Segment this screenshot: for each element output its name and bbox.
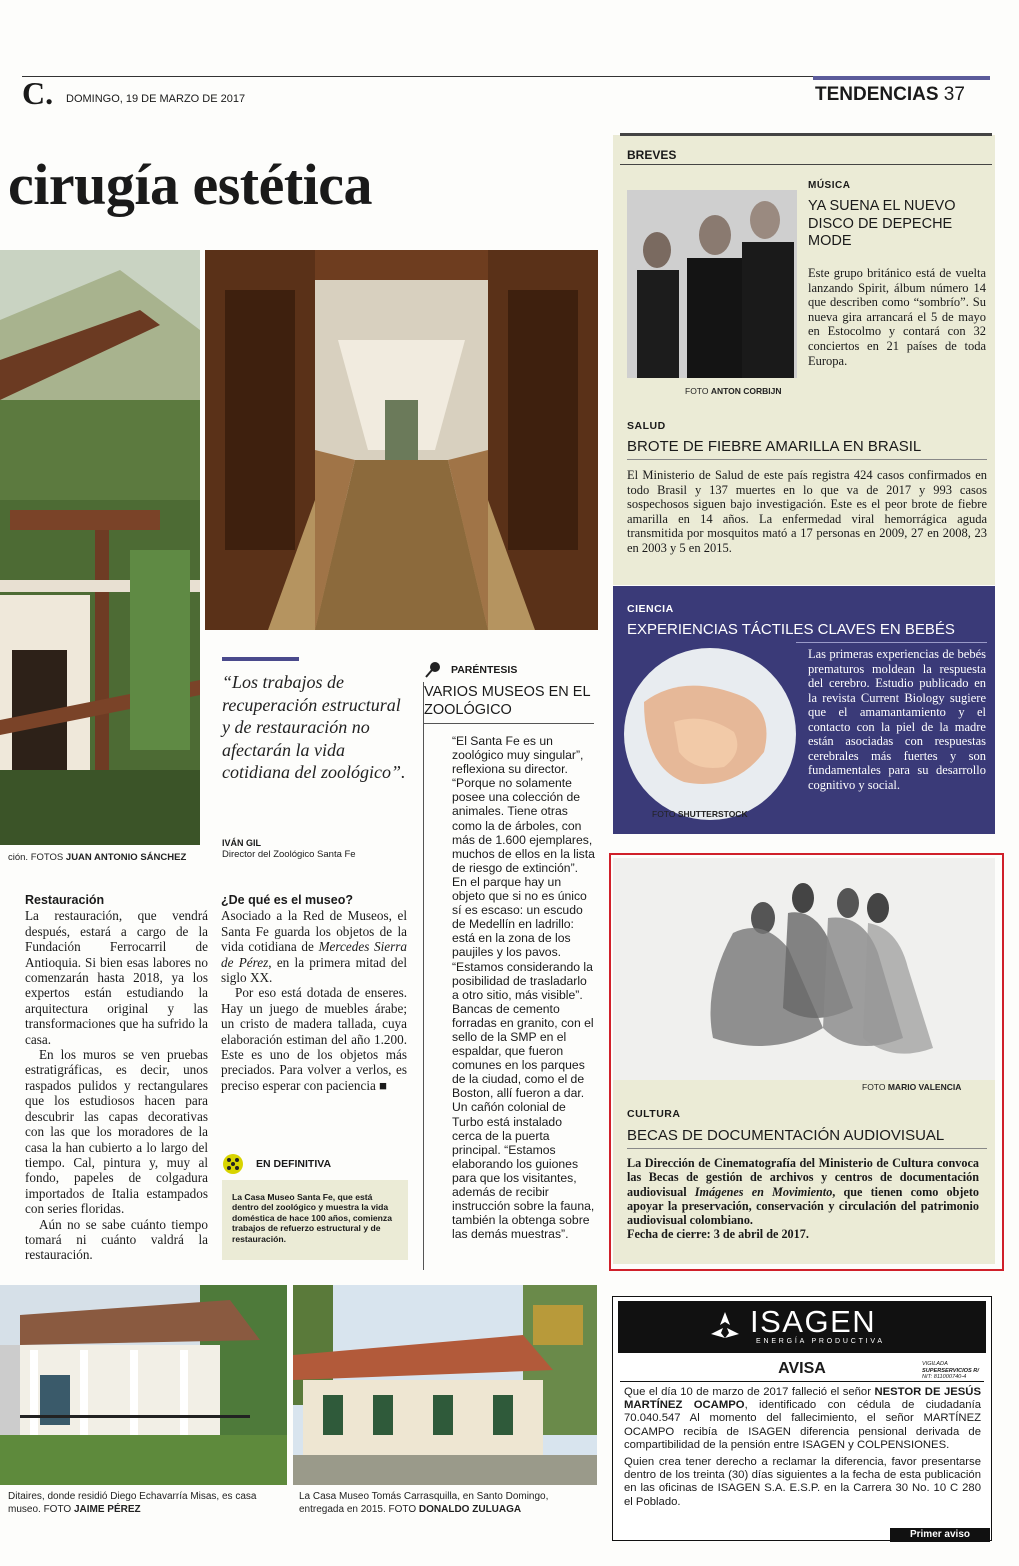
ditaires-caption-text: Ditaires, donde residió Diego Echavarría Misas, es casa museo. FOTO [8, 1491, 257, 1515]
cultura-deadline: Fecha de cierre: 3 de abril de 2017. [627, 1227, 809, 1242]
left-caption-text: ción. FOTOS [8, 852, 64, 863]
museo-p1 [221, 908, 407, 985]
musica-category: MÚSICA [808, 180, 851, 191]
quote-role: Director del Zoológico Santa Fe [222, 849, 356, 860]
ad-title-rule [620, 1381, 984, 1382]
restauracion-p3: Aún no se sabe cuánto tiempo tomará ni cuánto valdrá la restauración. [25, 1216, 208, 1263]
carrasquilla-caption-credit: DONALDO ZULUAGA [418, 1504, 522, 1515]
ad-p1 [624, 1386, 981, 1452]
ciencia-body: Las primeras experiencias de bebés prematuros moldean la respuesta del cerebro. Estudio publicado en la revista Current Biology sugiere que el amamantamiento y el contacto con la piel de la madre están asociadas con respuestas cerebrales más fuertes y son fundamentales para su desarrollo cognitivo y social. [808, 647, 986, 792]
section-label [815, 84, 965, 106]
page-number: 37 [943, 84, 965, 105]
museo-column [221, 893, 407, 1093]
isagen-brand: ISAGEN [750, 1304, 877, 1339]
breves-label-rule [620, 164, 992, 165]
ditaires-photo [0, 1285, 287, 1485]
musica-photo-credit [685, 386, 782, 396]
cultura-body-italic: Imágenes en Movimiento [694, 1184, 833, 1199]
ciencia-photo-credit [652, 809, 748, 819]
breves-label-bar [620, 133, 992, 136]
restauracion-column [25, 893, 208, 1263]
musica-photo-name: ANTON CORBIJN [710, 386, 782, 396]
salud-category: SALUD [627, 420, 666, 432]
left-caption-credit: JUAN ANTONIO SÁNCHEZ [65, 852, 187, 863]
parentesis-title: VARIOS MUSEOS EN EL ZOOLÓGICO [424, 684, 594, 724]
museo-p1b: , en la primera mitad del siglo XX. [221, 954, 407, 986]
ciencia-photo-name: SHUTTERSTOCK [677, 809, 748, 819]
museo-p1a: Asociado a la Red de Museos, el Santa Fe guarda los objetos de la vida cotidiana de [221, 908, 407, 955]
parentesis-body: “El Santa Fe es un zoológico muy singular”, reflexiona su director. “Porque no solamente posee una colección de animales. Tiene otras como la de árboles, con más de 1.600 ejemplares, muchos de ellos en la lista de riesgo de extinción”. En el parque hay un objeto que si no es único sí es escaso: un escudo de Medellín en ladrillo: está en la zona de los paujiles y los pavos. “Estamos considerando la posibilidad de trasladarlo a otro sitio, más visible”. Bancas de cemento forradas en granito, con el sello de la SMP en el espaldar, que fueron comunes en los parques de la ciudad, como el de Boston, allí fueron a dar. Un cañón colonial de Turbo está instalado cerca de la puerta principal. “Estamos elaborando los guiones para que los visitantes, además de recibir instrucción sobre la fauna, también la obtenga sobre las demás muestras”. [452, 734, 595, 1242]
museo-p2-text: Por eso está dotada de enseres. Hay un juego de muebles árabe; un cristo de madera tallada, cuya elaboración estiman del año 1.200. Este es uno de los objetos más preciados. Para volver a verlos, es preciso esperar con paciencia [221, 985, 407, 1093]
section-name: TENDENCIAS [815, 84, 939, 105]
highlight-frame [609, 853, 1004, 1271]
issue-date: DOMINGO, 19 DE MARZO DE 2017 [66, 93, 246, 105]
ditaires-caption-credit: JAIME PÉREZ [73, 1504, 141, 1515]
restauracion-subhead: Restauración [25, 893, 105, 907]
ad-p1a: Que el día 10 de marzo de 2017 falleció el señor [624, 1386, 875, 1398]
ad-p1b: , identificado con cédula de ciudadanía 70.040.547 Al momento del fallecimiento, el señor MARTÍNEZ OCAMPO recibía de ISAGEN diferencia pensional derivada de compartibilidad de la pensión entre ISAGEN y COLPENSIONES. [624, 1399, 981, 1451]
cultura-photo-label: FOTO [862, 1082, 886, 1092]
carrasquilla-caption-text: La Casa Museo Tomás Carrasquilla, en Santo Domingo, entregada en 2015. FOTO [299, 1491, 549, 1515]
definitiva-icon [222, 1153, 244, 1175]
salud-title: BROTE DE FIEBRE AMARILLA EN BRASIL [627, 438, 922, 455]
museo-p2 [221, 985, 407, 1093]
ciencia-title: EXPERIENCIAS TÁCTILES CLAVES EN BEBÉS [627, 621, 955, 638]
primer-aviso-badge: Primer aviso [890, 1528, 990, 1542]
parentesis-label: PARÉNTESIS [451, 664, 518, 676]
ad-p1-name: NESTOR DE JESÚS MARTÍNEZ OCAMPO [624, 1386, 982, 1412]
hallway-photo [205, 250, 598, 630]
ciencia-photo-label: FOTO [652, 809, 676, 819]
depeche-mode-photo [627, 190, 797, 378]
ciencia-category: CIENCIA [627, 603, 674, 615]
end-mark: ■ [379, 1077, 388, 1093]
isagen-logo-icon [706, 1308, 744, 1346]
section-tab [813, 76, 990, 80]
quote-author: IVÁN GIL [222, 838, 262, 848]
salud-body: El Ministerio de Salud de este país registra 424 casos confirmados en todo Brasil y 137 muertes en lo que va de 2017 y 993 casos sospechosos siguen bajo investigación. Este es el peor brote de fiebre amarilla en 14 años. La enfermedad viral hemorrágica aguda transmitida por mosquitos mató a 17 personas en 2009, 27 en 2008, 23 en 2003 y 5 en 2015. [627, 468, 987, 555]
left-photo-caption [8, 852, 186, 863]
ad-p2: Quien crea tener derecho a reclamar la diferencia, favor presentarse dentro de los treinta (30) días siguientes a la fecha de esta publicación en las oficinas de ISAGEN S.A. E.S.P. en la Carrera 30 No. 10 C 280 el Poblado. [624, 1456, 981, 1508]
ad-vigilado [922, 1361, 979, 1381]
ad-vigilado-2: SUPERSERVICIOS R/ [922, 1367, 979, 1374]
headline: cirugía estética [8, 152, 373, 217]
breves-label: BREVES [627, 148, 677, 162]
gazebo-photo [0, 250, 200, 845]
definitiva-text: La Casa Museo Santa Fe, que está dentro del zoológico y muestra la vida doméstica de hace 100 años, comienza trabajos de refuerzo estructural y de restauración. [232, 1192, 393, 1244]
baby-hand-photo [624, 642, 796, 827]
definitiva-label: EN DEFINITIVA [256, 1158, 332, 1170]
pull-quote: “Los trabajos de recuperación estructural y de restauración no afectarán la vida cotidiana del zoológico”. [222, 672, 406, 782]
ad-vigilado-3: NIT: 811000740-4 [922, 1374, 967, 1381]
cultura-category: CULTURA [627, 1108, 681, 1120]
museo-subhead: ¿De qué es el museo? [221, 893, 353, 907]
ad-body [624, 1386, 981, 1509]
restauracion-p2: En los muros se ven pruebas estratigráficas, es decir, unos raspados pulidos y rectangulares que los estudiosos hacen para descubrir las capas decorativas con las que los moradores de la casa la han cubierto a lo largo del tiempo. Cal, pintura y, muy al fondo, papeles de colgadura importados de Italia estampados con series floridas. [25, 1047, 208, 1217]
salud-rule [627, 459, 987, 460]
cultura-body-b: , que tienen como objeto apoyar la preservación, conservación y circulación del patrimonio audiovisual colombiano. [627, 1184, 979, 1228]
newspaper-logo: C. [22, 75, 54, 111]
restauracion-p1: La restauración, que vendrá después, estará a cargo de la Fundación Ferrocarril de Antioquia. Si bien esas labores no comenzarán hasta 2018, ya los expertos están estudiando la arquitectura original y las transformaciones que ha sufrido la casa. [25, 908, 208, 1047]
isagen-tagline: ENERGÍA PRODUCTIVA [756, 1338, 885, 1345]
musica-title: YA SUENA EL NUEVO DISCO DE DEPECHE MODE [808, 198, 956, 249]
quote-rule [222, 657, 299, 661]
musica-photo-label: FOTO [685, 386, 709, 396]
cultura-photo-name: MARIO VALENCIA [887, 1082, 962, 1092]
musica-body: Este grupo británico está de vuelta lanzando Spirit, álbum número 14 que describen como “sombrío”. Su nueva gira arrancará el 5 de mayo en Estocolmo y contará con 32 conciertos en 21 países de toda Europa. [808, 266, 986, 368]
pin-icon [423, 660, 443, 680]
ad-vigilado-1: VIGILADA [922, 1361, 948, 1367]
ad-title: AVISA [778, 1360, 826, 1377]
cultura-body-a: La Dirección de Cinematografía del Ministerio de Cultura convoca las Becas de gestión de archivos y centros de documentación audiovisual [627, 1156, 979, 1199]
ditaires-caption [8, 1490, 280, 1516]
cultura-title: BECAS DE DOCUMENTACIÓN AUDIOVISUAL [627, 1127, 945, 1144]
museo-p1-italic: Mercedes Sierra de Pérez [221, 939, 407, 970]
carrasquilla-photo [293, 1285, 597, 1485]
carrasquilla-caption [299, 1490, 589, 1516]
parentesis-vrule [423, 682, 424, 1270]
